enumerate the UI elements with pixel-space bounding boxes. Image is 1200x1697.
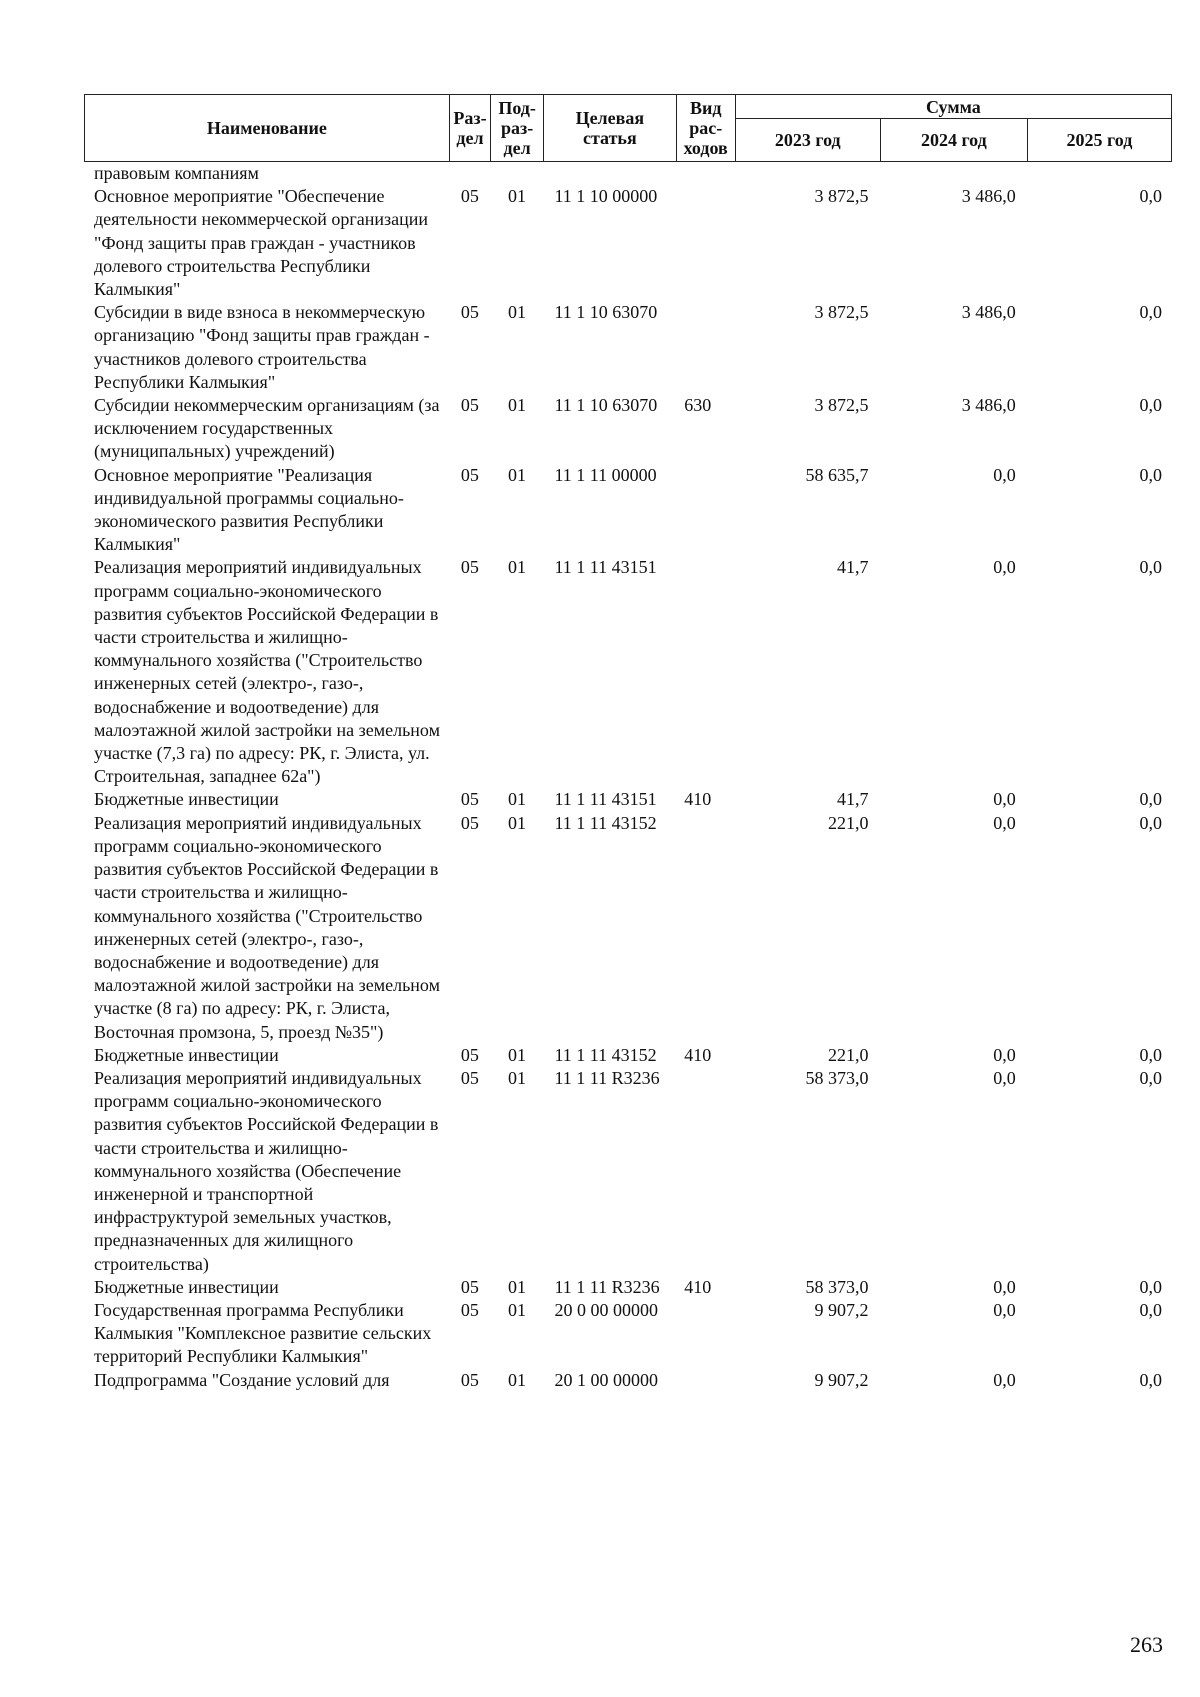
row-2025: 0,0 bbox=[1139, 186, 1162, 207]
row-vid: 410 bbox=[684, 1044, 712, 1065]
row-vid bbox=[676, 1369, 735, 1392]
table-row bbox=[84, 162, 1172, 185]
header-2024: 2024 год bbox=[880, 119, 1027, 162]
row-vid: 630 bbox=[684, 395, 712, 416]
row-2024: 0,0 bbox=[993, 1067, 1016, 1088]
table-body bbox=[84, 162, 1172, 1392]
row-2024: 3 486,0 bbox=[961, 395, 1016, 416]
header-target: Целевая статья bbox=[544, 95, 677, 162]
row-2023: 58 373,0 bbox=[805, 1276, 869, 1297]
row-2025: 0,0 bbox=[1139, 812, 1162, 833]
row-vid: 410 bbox=[684, 1276, 712, 1297]
row-vid bbox=[676, 1299, 735, 1369]
row-podrazdel: 01 bbox=[508, 302, 526, 323]
row-podrazdel: 01 bbox=[508, 789, 526, 810]
row-razdel: 05 bbox=[460, 302, 479, 323]
row-vid bbox=[676, 301, 735, 394]
row-name: Бюджетные инвестиции bbox=[94, 1044, 279, 1065]
header-2023: 2023 год bbox=[735, 119, 880, 162]
row-razdel: 05 bbox=[460, 557, 479, 578]
row-2023: 41,7 bbox=[837, 789, 869, 810]
row-name: Государственная программа Республики Калмыкия "Комплексное развитие сельских территорий Республики Калмыкия" bbox=[94, 1299, 432, 1367]
row-target: 11 1 10 00000 bbox=[554, 186, 658, 207]
row-podrazdel: 01 bbox=[508, 1044, 526, 1065]
row-2024: 0,0 bbox=[993, 1299, 1016, 1320]
row-podrazdel: 01 bbox=[508, 186, 526, 207]
row-target: 11 1 11 43151 bbox=[554, 557, 657, 578]
table-row bbox=[84, 1067, 1172, 1276]
row-vid bbox=[676, 556, 735, 788]
row-name: правовым компаниям bbox=[94, 163, 259, 183]
row-2023: 3 872,5 bbox=[814, 395, 869, 416]
row-2023: 3 872,5 bbox=[814, 302, 869, 323]
row-name: Субсидии некоммерческим организациям (за исключением государственных (муниципальных) учреждений) bbox=[94, 395, 440, 462]
header-vid: Вид рас- ходов bbox=[676, 95, 735, 162]
row-2024: 0,0 bbox=[993, 789, 1016, 810]
budget-table bbox=[84, 94, 1172, 1392]
row-2024: 0,0 bbox=[993, 464, 1016, 485]
row-vid bbox=[676, 812, 735, 1044]
row-target: 11 1 11 00000 bbox=[554, 464, 657, 485]
row-podrazdel: 01 bbox=[508, 1276, 526, 1297]
row-target: 11 1 11 R3236 bbox=[554, 1067, 660, 1088]
header-name: Наименование bbox=[85, 95, 450, 162]
row-razdel: 05 bbox=[460, 1276, 479, 1297]
row-2024: 0,0 bbox=[993, 812, 1016, 833]
row-razdel: 05 bbox=[460, 1299, 479, 1320]
row-2025: 0,0 bbox=[1139, 1067, 1162, 1088]
header-2025: 2025 год bbox=[1027, 119, 1171, 162]
row-name: Реализация мероприятий индивидуальных программ социально-экономического развития субъектов Российской Федерации в части строительства и жилищно-коммунального хозяйства ("Строительство инженерных сетей (электро-, газо-, водоснабжение и водоотведение) для малоэтажной жилой застройки на земельном участке (7,3 га) по адресу: РК, г. Элиста, ул. Строительная, западнее 62а") bbox=[94, 557, 440, 787]
row-2025: 0,0 bbox=[1139, 1044, 1162, 1065]
row-razdel: 05 bbox=[460, 789, 479, 810]
row-2023: 58 373,0 bbox=[805, 1067, 869, 1088]
row-name: Бюджетные инвестиции bbox=[94, 789, 279, 810]
row-razdel: 05 bbox=[460, 395, 479, 416]
row-2023: 221,0 bbox=[828, 1044, 869, 1065]
row-name: Субсидии в виде взноса в некоммерческую организацию "Фонд защиты прав граждан - участников долевого строительства Республики Калмыкия" bbox=[94, 302, 430, 392]
page-number: 263 bbox=[1130, 1632, 1163, 1657]
row-2023: 58 635,7 bbox=[805, 464, 869, 485]
row-vid bbox=[676, 464, 735, 557]
table-header bbox=[84, 94, 1172, 162]
row-vid bbox=[676, 185, 735, 301]
row-2025: 0,0 bbox=[1139, 1299, 1162, 1320]
row-2024: 0,0 bbox=[993, 1276, 1016, 1297]
row-2023 bbox=[735, 162, 880, 185]
header-sum: Сумма bbox=[735, 95, 1171, 119]
row-2025: 0,0 bbox=[1139, 557, 1162, 578]
row-razdel: 05 bbox=[460, 1067, 479, 1088]
row-2023: 9 907,2 bbox=[814, 1369, 869, 1390]
row-2024: 0,0 bbox=[993, 557, 1016, 578]
row-2025 bbox=[1028, 162, 1172, 185]
table-row bbox=[84, 1299, 1172, 1369]
row-target: 11 1 11 43151 bbox=[554, 789, 657, 810]
row-podrazdel: 01 bbox=[508, 812, 526, 833]
row-target: 11 1 11 43152 bbox=[554, 812, 657, 833]
row-podrazdel: 01 bbox=[508, 464, 526, 485]
table-row bbox=[84, 185, 1172, 301]
row-name: Бюджетные инвестиции bbox=[94, 1276, 279, 1297]
row-target: 11 1 10 63070 bbox=[554, 395, 658, 416]
row-target: 11 1 11 43152 bbox=[554, 1044, 657, 1065]
row-2024: 3 486,0 bbox=[961, 186, 1016, 207]
row-razdel bbox=[449, 162, 490, 185]
row-2023: 3 872,5 bbox=[814, 186, 869, 207]
row-target: 11 1 11 R3236 bbox=[554, 1276, 660, 1297]
table-row bbox=[84, 301, 1172, 394]
row-2025: 0,0 bbox=[1139, 395, 1162, 416]
row-name: Основное мероприятие "Реализация индивидуальной программы социально-экономического развития Республики Калмыкия" bbox=[94, 464, 404, 555]
row-razdel: 05 bbox=[460, 1044, 479, 1065]
row-podrazdel bbox=[491, 162, 544, 185]
row-name: Подпрограмма "Создание условий для bbox=[94, 1369, 390, 1390]
row-vid: 410 bbox=[684, 789, 712, 810]
row-2025: 0,0 bbox=[1139, 789, 1162, 810]
row-podrazdel: 01 bbox=[508, 395, 526, 416]
row-name: Реализация мероприятий индивидуальных программ социально-экономического развития субъектов Российской Федерации в части строительства и жилищно-коммунального хозяйства (Обеспечение инженерной и транспортной инфраструктурой земельных участков, предназначенных для жилищного строительства) bbox=[94, 1067, 439, 1274]
table-row bbox=[84, 788, 1172, 811]
row-vid bbox=[676, 1067, 735, 1276]
row-podrazdel: 01 bbox=[508, 557, 526, 578]
row-target: 20 0 00 00000 bbox=[554, 1299, 658, 1320]
row-razdel: 05 bbox=[460, 1369, 479, 1390]
row-name: Реализация мероприятий индивидуальных программ социально-экономического развития субъектов Российской Федерации в части строительства и жилищно-коммунального хозяйства ("Строительство инженерных сетей (электро-, газо-, водоснабжение и водоотведение) для малоэтажной жилой застройки на земельном участке (8 га) по адресу: РК, г. Элиста, Восточная промзона, 5, проезд №35") bbox=[94, 812, 440, 1042]
row-2025: 0,0 bbox=[1139, 464, 1162, 485]
row-2023: 9 907,2 bbox=[814, 1299, 869, 1320]
row-razdel: 05 bbox=[460, 464, 479, 485]
table-row bbox=[84, 1369, 1172, 1392]
row-2025: 0,0 bbox=[1139, 1369, 1162, 1390]
row-vid bbox=[676, 162, 735, 185]
row-2024: 0,0 bbox=[993, 1044, 1016, 1065]
table-row bbox=[84, 1044, 1172, 1067]
header-razdel: Раз- дел bbox=[449, 95, 490, 162]
header-podrazdel: Под- раз- дел bbox=[491, 95, 544, 162]
row-name: Основное мероприятие "Обеспечение деятельности некоммерческой организации "Фонд защиты прав граждан - участников долевого строительства Республики Калмыкия" bbox=[94, 186, 429, 300]
row-podrazdel: 01 bbox=[508, 1299, 526, 1320]
row-2023: 221,0 bbox=[828, 812, 869, 833]
row-razdel: 05 bbox=[460, 186, 479, 207]
row-podrazdel: 01 bbox=[508, 1369, 526, 1390]
row-podrazdel: 01 bbox=[508, 1067, 526, 1088]
table-row bbox=[84, 812, 1172, 1044]
row-target: 20 1 00 00000 bbox=[554, 1369, 658, 1390]
row-razdel: 05 bbox=[460, 812, 479, 833]
row-2023: 41,7 bbox=[837, 557, 869, 578]
row-target bbox=[543, 162, 676, 185]
row-2025: 0,0 bbox=[1139, 1276, 1162, 1297]
table-row bbox=[84, 556, 1172, 788]
row-2024: 3 486,0 bbox=[961, 302, 1016, 323]
row-2025: 0,0 bbox=[1139, 302, 1162, 323]
table-row bbox=[84, 1276, 1172, 1299]
row-2024: 0,0 bbox=[993, 1369, 1016, 1390]
table-row bbox=[84, 394, 1172, 464]
row-2024 bbox=[881, 162, 1028, 185]
row-target: 11 1 10 63070 bbox=[554, 302, 658, 323]
table-row bbox=[84, 464, 1172, 557]
